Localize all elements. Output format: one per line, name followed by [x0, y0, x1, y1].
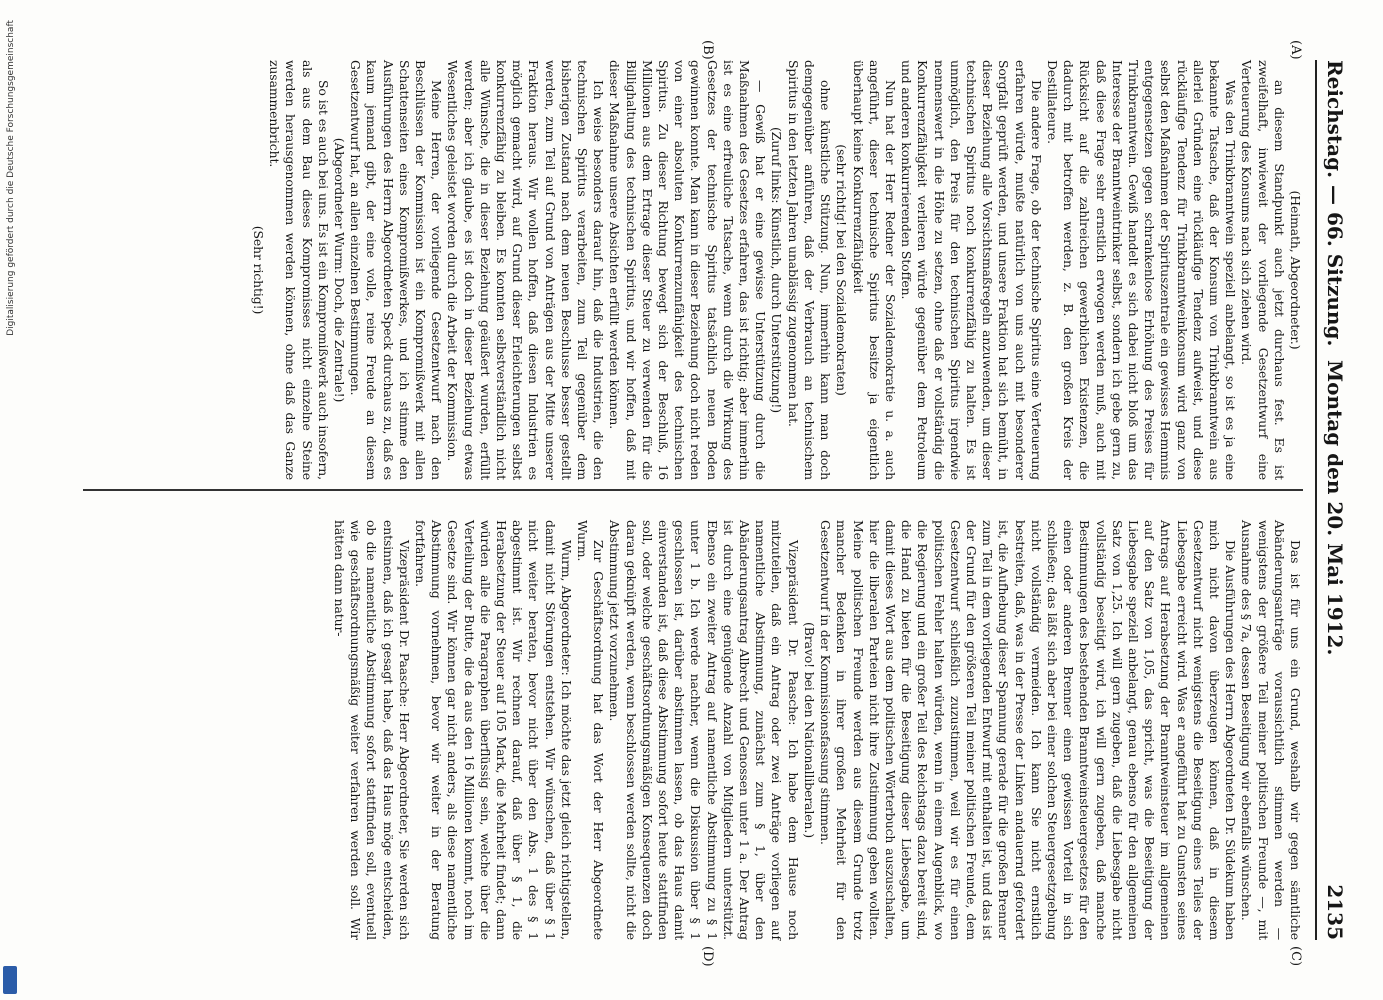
paragraph: — Gewiß hat er eine gewisse Unterstützung durch die Maßnahmen des Gesetzes erfahren, das ist richtig; aber immerhin ist es eine erfreuliche Tatsache, wenn durch die Wirkung des Gesetzes der technische Spiritus tatsächlich neuen Boden gewinnen konnte. Man kann in dieser Beziehung doch nicht reden von einer absoluten Konkurrenzunfähigkeit des technischen Spiritus. Zu dieser Richtung bewegt sich der Beschluß, 16 Millionen aus dem Ertrage dieser Steuer zu verwenden für die Billighaltung des technischen Spiritus, und wir hoffen, daß mit dieser Maßnahme unsere Absichten erfüllt werden können. [607, 60, 769, 480]
margin-marker-b: (B) [700, 40, 715, 60]
paragraph: (Heimath, Abgeordneter.) [1288, 190, 1303, 350]
paragraph: So ist es auch bei uns. Es ist ein Kompromißwerk auch insofern, als aus dem Bau dieses Kompromisses nicht einzelne Steine werden herausgenommen werden können, ohne daß das Ganze zusammenbricht. [267, 60, 331, 480]
paragraph: Was den Trinkbranntwein speziell anbelangt, so ist es ja eine bekannte Tatsache, daß der Konsum von Trinkbranntwein aus allerlei Gründen eine rückläufige Tendenz aufweist, und diese rückläufige Tendenz für Trinkbranntweinkonsum wird ganz von selbst den Maßnahmen der Spirituszentrale ein gewisses Hemmnis entgegensetzen gegen schrankenlose Erhöhung des Preises für Trinkbranntwein. Gewiß handelt es sich dabei nicht bloß um das Interesse der Branntweintrinker selbst, sondern ich gebe gern zu, daß diese Frage sehr ernstlich erwogen werden muß, auch mit Rücksicht auf die zahlreichen gewerblichen Existenzen, die dadurch mit betroffen werden, z. B. den großen Kreis der Destillateure. [1044, 60, 1239, 480]
digitization-watermark [2, 0, 16, 1000]
paragraph: (Bravo! bei den Nationalliberalen.) [801, 622, 817, 838]
left-column [250, 60, 1303, 480]
paragraph: (sehr richtig! bei den Sozialdemokraten) [834, 144, 850, 396]
paragraph: Zur Geschäftsordnung hat das Wort der Herr Abgeordnete Wurm. [575, 520, 607, 940]
paragraph: Vizepräsident Dr. Paasche: Herr Abgeordneter, Sie werden sich entsinnen, daß ich gesagt habe, daß das Haus möge entscheiden, ob die namentliche Abstimmung sofort stattfinden soll, eventuell wie geschäftsordnungsmäßig weiter verfahren werden soll. Wir hätten dann natur- [332, 520, 412, 940]
paragraph: Nun hat der Herr Redner der Sozialdemokratie u. a. auch angeführt, dieser technische Spiritus besitze ja eigentlich überhaupt keine Konkurrenzfähigkeit [850, 60, 898, 480]
paragraph: Wurm, Abgeordneter: Ich möchte das jetzt gleich richtigstellen, damit nicht Störungen entstehen. Wir wünschen, daß über § 1 nicht weiter beraten, bevor nicht über den Abs. 1 des § 1 abgestimmt ist. Wir rechnen darauf, daß über § 1, die Herabsetzung der Steuer auf 105 Mark, die Mehrheit findet; dann würden alle die Paragraphen überflüssig sein, welche über die Verteilung der Butte, die da aus den 16 Millionen kommt, noch im Gesetze sind. Wir können gar nicht anders, als diese namentliche Abstimmung vornehmen, bevor wir weiter in der Beratung fortfahren. [413, 520, 574, 940]
header-date: Montag den 20. Mai 1912. [1323, 360, 1347, 656]
margin-marker-a: (A) [1288, 40, 1303, 60]
paragraph: ohne künstliche Stützung. Nun, immerhin kann man doch demgegenüber anführen, daß der Verbrauch an technischem Spiritus in den letzten Jahren unablässig zugenommen hat. [785, 60, 834, 480]
paragraph: (Abgeordneter Wurm: Doch, die Zentrale!) [332, 137, 348, 403]
watermark-text: Digitalisierung gefördert durch die Deutsche Forschungsgemeinschaft [6, 20, 16, 336]
right-column [331, 520, 1303, 940]
column-divider [83, 489, 1303, 491]
margin-marker-c: (C) [1288, 946, 1303, 967]
margin-marker-d: (D) [700, 946, 715, 967]
dfg-logo-icon [3, 966, 17, 994]
paragraph: Die Ausführungen des Herrn Abgeordneten Dr. Südekum haben mich nicht davon überzeugen können, daß in diesem Gesetzentwurf nicht wenigstens die Beseitigung eines Teiles der Liebesgabe erreicht wird. Was er angeführt hat zu Gunsten seines Antrags auf Herabsetzung der Branntweinsteuer im allgemeinen auf den Satz von 1,05, das spricht, was die Beseitigung der Liebesgabe speziell anbelangt, genau ebenso für den allgemeinen Satz von 1,25. Ich will gern zugeben, daß die Liebesgabe nicht vollständig beseitigt wird, ich will gern zugeben, daß manche Bestimmungen des bestehenden Branntweinsteuergesetzes für den einen oder anderen Brenner einen gewissen Vorteil in sich schließen; das läßt sich aber bei einer solchen Steuergesetzgebung nicht vollständig vermeiden. Ich kann Sie nicht ernstlich bestreiten, daß, was in der Presse der Linken andauernd gefordert ist, die Aufhebung dieser Spannung gerade für die großen Brenner zum Teil in dem vorliegenden Entwurf mit enthalten ist, und das ist der Grund für den größeren Teil meiner politischen Freunde, dem Gesetzentwurf schließlich zuzustimmen, weil wir es für einen politischen Fehler halten würden, wenn in einem Augenblick, wo die Regierung und ein großer Teil des Reichstags dazu bereit sind, die Hand zu bieten für die Beseitigung dieser Liebesgabe, um damit dieses Wort aus dem politischen Wörterbuch auszuschalten, hier die liberalen Parteien nicht ihre Zustimmung geben wollten. Meine politischen Freunde werden aus diesem Grunde trotz mancher Bedenken in ihrer großen Mehrheit für den Gesetzentwurf in der Kommissionsfassung stimmen. [818, 520, 1239, 940]
paragraph: an diesem Standpunkt auch jetzt durchaus fest. Es ist zweifelhaft, inwieweit der vorliegende Gesetzentwurf eine Verteuerung des Konsums nach sich ziehen wird. [1239, 60, 1287, 480]
page-number: 2135 [1323, 884, 1347, 940]
paragraph: (Zuruf links: Künstlich, durch Unterstützung!) [769, 126, 785, 414]
paragraph: Ich weise besonders darauf hin, daß die Industrien, die den technischen Spiritus verarbeiten, zum Teil gegenüber dem bisherigen Zustand nach dem neuen Beschlusse besser gestellt werden, zum Teil auf Grund von Anträgen aus der Mitte unserer Fraktion heraus. Wir wollen hoffen, daß diesen Industrien es möglich gemacht wird, auf Grund dieser Erleichterungen selbst konkurrenzfähig zu bleiben. Es konnten selbstverständlich nicht alle Wünsche, die in dieser Beziehung geäußert wurden, erfüllt werden; aber ich glaube, es ist doch in dieser Beziehung etwas Wesentliches geleistet worden durch die Arbeit der Kommission. [445, 60, 607, 480]
paragraph: Das ist für uns ein Grund, weshalb wir gegen sämtliche Abänderungsanträge voraussichtlich stimmen werden — wenigstens der größere Teil meiner politischen Freunde —, mit Ausnahme des § 7a, dessen Beseitigung wir ebenfalls wünschen. [1239, 520, 1303, 940]
paragraph: Vizepräsident Dr. Paasche: Ich habe dem Hause noch mitzuteilen, daß ein Antrag oder zwei Anträge vorliegen auf namentliche Abstimmung, zunächst zum § 1, über den Abänderungsantrag Albrecht und Genossen unter 1 a. Der Antrag ist durch eine genügende Anzahl von Mitgliedern unterstützt. Ebenso ein zweiter Antrag auf namentliche Abstimmung zu § 1 unter 1 b. Ich werde nachher, wenn die Diskussion über § 1 geschlossen ist, darüber abstimmen lassen, ob das Haus damit einverstanden ist, daß diese Abstimmung sofort heute stattfinden soll, oder welche geschäftsordnungsmäßigen Konsequenzen doch daran geknüpft werden, wenn beschlossen werden sollte, nicht die Abstimmung jetzt vorzunehmen. [607, 520, 801, 940]
page-header [1315, 60, 1353, 940]
paragraph: (Sehr richtig!) [251, 225, 266, 315]
paragraph: Meine Herren, der vorliegende Gesetzentwurf nach den Beschlüssen der Kommission ist ein Kompromißwerk mit allen Schattenseiten eines Kompromißwerkes, und ich stimme den Ausführungen des Herrn Abgeordneten Speck durchaus zu, daß es kaum jemand gibt, der eine volle, reine Freude an diesem Gesetzentwurf hat, an allen einzelnen Bestimmungen. [348, 60, 445, 480]
paragraph: Die andere Frage, ob der technische Spiritus eine Verteuerung erfahren würde, mußte natürlich von uns auch mit besonderer Sorgfalt geprüft werden, und unsere Fraktion hat sich bemüht, in dieser Beziehung alle Vorsichtsmaßregeln anzuwenden, um dieser technischen Spiritus noch konkurrenzfähig zu halten. Es ist unmöglich, den Preis für den technischen Spiritus irgendwie nennenswert in die Höhe zu setzen, ohne daß er vollständig die Konkurrenzfähigkeit verlieren würde gegenüber dem Petroleum und anderen konkurrierenden Stoffen. [899, 60, 1044, 480]
header-left-title: Reichstag. — 66. Sitzung. [1323, 60, 1347, 347]
